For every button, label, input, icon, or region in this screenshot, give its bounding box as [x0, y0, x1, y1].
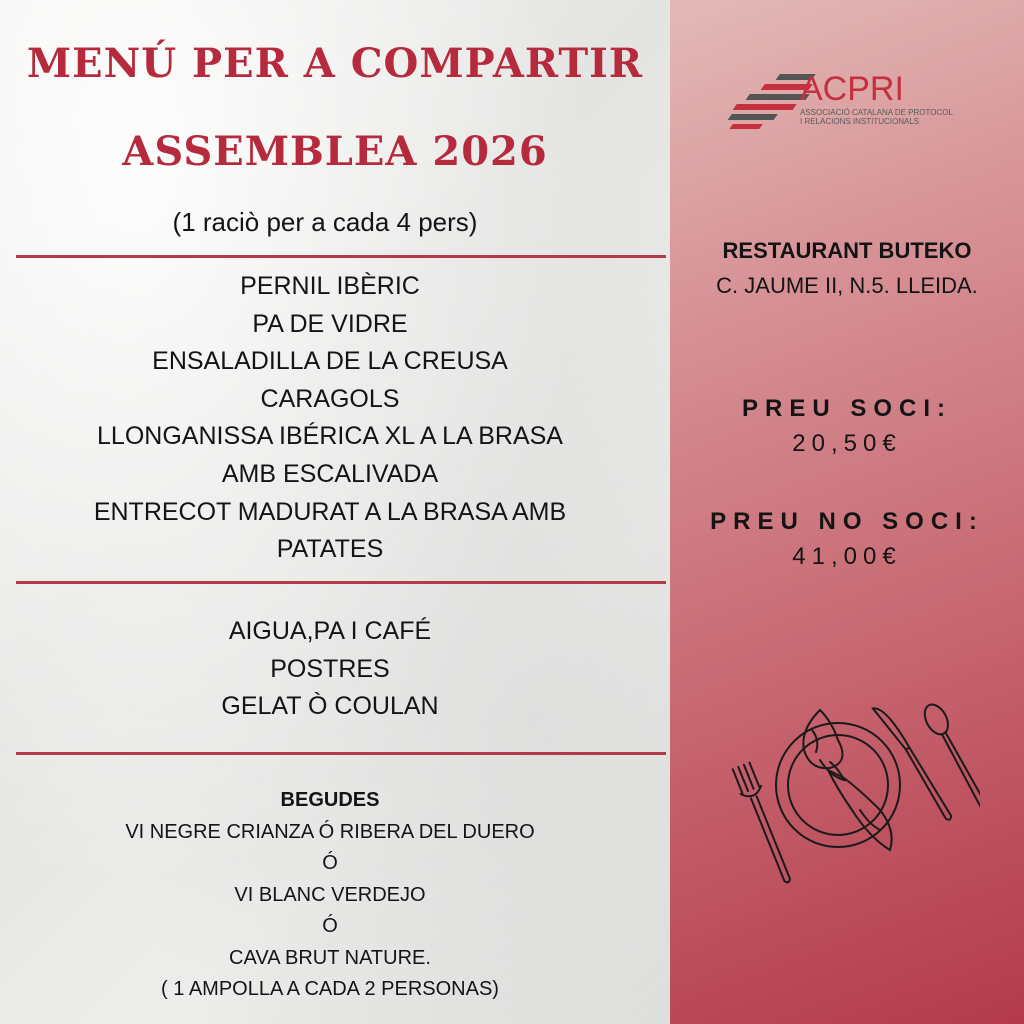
list-item: VI NEGRE CRIANZA Ó RIBERA DEL DUERO	[125, 820, 535, 843]
list-item: CAVA BRUT NATURE.	[229, 946, 431, 969]
list-item: CARAGOLS	[260, 384, 400, 413]
list-item: ENTRECOT MADURAT A LA BRASA AMB	[93, 497, 567, 526]
divider	[16, 752, 666, 755]
event-title: ASSEMBLEA 2026	[122, 128, 548, 175]
list-item: VI BLANC VERDEJO	[234, 883, 426, 906]
list-item: PATATES	[276, 535, 384, 564]
menu-title: MENÚ PER A COMPARTIR	[26, 40, 644, 87]
drinks-section	[0, 785, 660, 1006]
member-price-value: 20,50€	[792, 430, 902, 457]
divider	[16, 581, 666, 584]
restaurant-name: RESTAURANT BUTEKO	[722, 238, 972, 263]
nonmember-price-label: PREU NO SOCI:	[710, 508, 984, 535]
list-item: GELAT Ò COULAN	[221, 692, 439, 721]
list-item: PERNIL IBÈRIC	[240, 272, 420, 300]
logo-subtitle: ASSOCIACIÓ CATALANA DE PROTOCOL I RELACIONS INSTITUCIONALS	[800, 108, 953, 126]
extras-list	[0, 613, 660, 726]
list-item: ( 1 AMPOLLA A CADA 2 PERSONAS)	[161, 978, 499, 1000]
list-item: PA DE VIDRE	[252, 309, 408, 338]
nonmember-price-value: 41,00€	[792, 543, 902, 570]
list-item: Ó	[322, 915, 338, 937]
menu-items	[0, 268, 660, 569]
member-price-label: PREU SOCI:	[741, 395, 952, 422]
list-item: AIGUA,PA I CAFÉ	[228, 617, 432, 645]
restaurant-address: C. JAUME II, N.5. LLEIDA.	[716, 273, 978, 298]
logo-name: ACPRI	[800, 70, 904, 108]
divider	[16, 255, 666, 258]
list-item: AMB ESCALIVADA	[221, 459, 439, 488]
list-item: ENSALADILLA DE LA CREUSA	[152, 347, 508, 376]
drinks-heading: BEGUDES	[280, 789, 380, 811]
list-item: LLONGANISSA IBÉRICA XL A LA BRASA	[97, 422, 563, 451]
plate-fork-spoon-knife-icon	[720, 690, 980, 900]
list-item: POSTRES	[270, 654, 390, 683]
portion-note: (1 raciò per a cada 4 pers)	[172, 207, 478, 237]
list-item: Ó	[322, 852, 338, 874]
